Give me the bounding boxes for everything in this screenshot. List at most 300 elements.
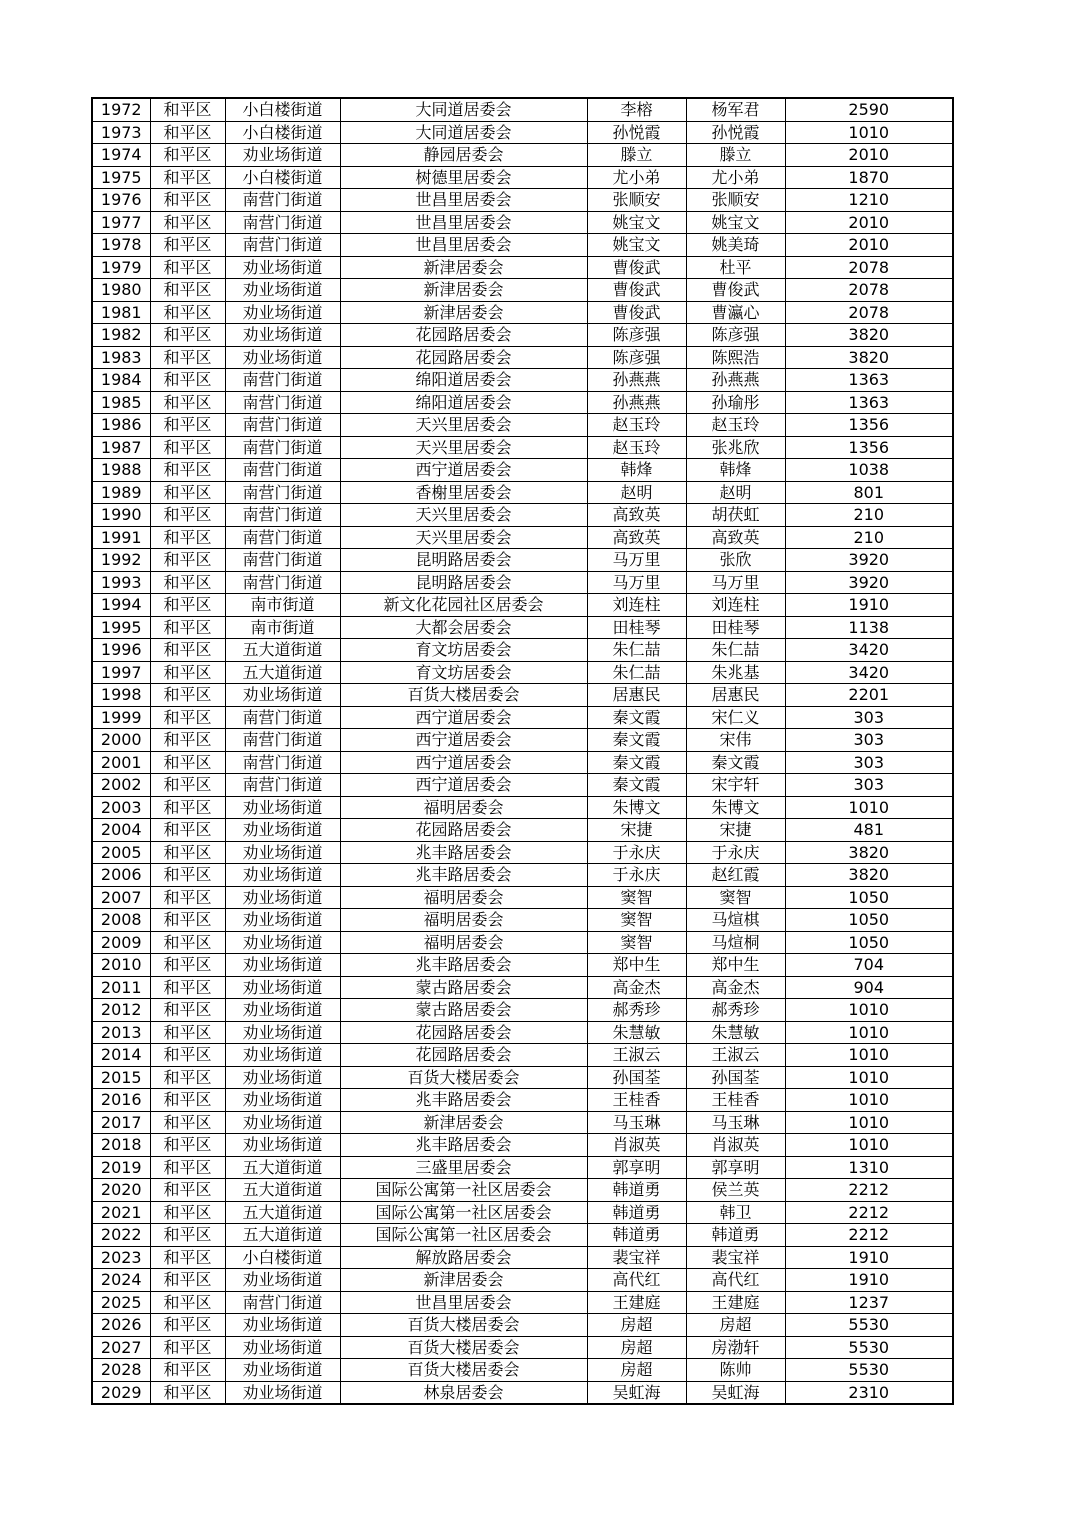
- subdistrict-cell: 劝业场街道: [225, 864, 340, 887]
- committee-cell: 香榭里居委会: [340, 481, 587, 504]
- committee-cell: 兆丰路居委会: [340, 841, 587, 864]
- amount-cell: 1010: [785, 1134, 953, 1157]
- serial-number-cell: 1977: [92, 211, 150, 234]
- amount-cell: 5530: [785, 1314, 953, 1337]
- district-cell: 和平区: [150, 684, 225, 707]
- table-row: [92, 999, 953, 1022]
- serial-number-cell: 1985: [92, 391, 150, 414]
- applicant-cell: 于永庆: [587, 864, 686, 887]
- amount-cell: 1010: [785, 1021, 953, 1044]
- member-cell: 王建庭: [686, 1291, 785, 1314]
- amount-cell: 2078: [785, 301, 953, 324]
- member-cell: 朱博文: [686, 796, 785, 819]
- serial-number-cell: 2017: [92, 1111, 150, 1134]
- amount-cell: 2310: [785, 1381, 953, 1404]
- applicant-cell: 郝秀珍: [587, 999, 686, 1022]
- amount-cell: 303: [785, 729, 953, 752]
- district-cell: 和平区: [150, 504, 225, 527]
- amount-cell: 1910: [785, 594, 953, 617]
- district-cell: 和平区: [150, 571, 225, 594]
- subdistrict-cell: 南营门街道: [225, 729, 340, 752]
- table-row: [92, 594, 953, 617]
- committee-cell: 新津居委会: [340, 1111, 587, 1134]
- subdistrict-cell: 五大道街道: [225, 639, 340, 662]
- subdistrict-cell: 劝业场街道: [225, 1089, 340, 1112]
- applicant-cell: 秦文霞: [587, 751, 686, 774]
- applicant-cell: 秦文霞: [587, 729, 686, 752]
- subdistrict-cell: 劝业场街道: [225, 1111, 340, 1134]
- district-cell: 和平区: [150, 796, 225, 819]
- applicant-cell: 张顺安: [587, 189, 686, 212]
- amount-cell: 2010: [785, 234, 953, 257]
- member-cell: 孙国荃: [686, 1066, 785, 1089]
- applicant-cell: 姚宝文: [587, 211, 686, 234]
- serial-number-cell: 2012: [92, 999, 150, 1022]
- district-cell: 和平区: [150, 886, 225, 909]
- subdistrict-cell: 劝业场街道: [225, 1021, 340, 1044]
- district-cell: 和平区: [150, 144, 225, 167]
- committee-cell: 百货大楼居委会: [340, 1336, 587, 1359]
- applicant-cell: 房超: [587, 1359, 686, 1382]
- member-cell: 田桂琴: [686, 616, 785, 639]
- district-cell: 和平区: [150, 976, 225, 999]
- committee-cell: 昆明路居委会: [340, 549, 587, 572]
- committee-cell: 世昌里居委会: [340, 234, 587, 257]
- serial-number-cell: 1976: [92, 189, 150, 212]
- table-row: [92, 796, 953, 819]
- table-row: [92, 436, 953, 459]
- committee-cell: 西宁道居委会: [340, 706, 587, 729]
- subdistrict-cell: 南营门街道: [225, 571, 340, 594]
- serial-number-cell: 2011: [92, 976, 150, 999]
- district-cell: 和平区: [150, 526, 225, 549]
- subdistrict-cell: 劝业场街道: [225, 819, 340, 842]
- table-row: [92, 211, 953, 234]
- amount-cell: 904: [785, 976, 953, 999]
- serial-number-cell: 1984: [92, 369, 150, 392]
- table-row: [92, 346, 953, 369]
- committee-cell: 林泉居委会: [340, 1381, 587, 1404]
- district-cell: 和平区: [150, 1021, 225, 1044]
- table-row: [92, 684, 953, 707]
- member-cell: 马煊棋: [686, 909, 785, 932]
- district-cell: 和平区: [150, 414, 225, 437]
- subdistrict-cell: 南营门街道: [225, 211, 340, 234]
- subdistrict-cell: 劝业场街道: [225, 346, 340, 369]
- applicant-cell: 韩道勇: [587, 1179, 686, 1202]
- committee-cell: 花园路居委会: [340, 346, 587, 369]
- table-row: [92, 549, 953, 572]
- amount-cell: 2201: [785, 684, 953, 707]
- applicant-cell: 窦智: [587, 931, 686, 954]
- amount-cell: 1363: [785, 369, 953, 392]
- subdistrict-cell: 南营门街道: [225, 414, 340, 437]
- serial-number-cell: 2018: [92, 1134, 150, 1157]
- district-cell: 和平区: [150, 1179, 225, 1202]
- member-cell: 裴宝祥: [686, 1246, 785, 1269]
- committee-cell: 新津居委会: [340, 1269, 587, 1292]
- committee-cell: 蒙古路居委会: [340, 976, 587, 999]
- amount-cell: 481: [785, 819, 953, 842]
- committee-cell: 百货大楼居委会: [340, 1314, 587, 1337]
- amount-cell: 1363: [785, 391, 953, 414]
- member-cell: 张兆欣: [686, 436, 785, 459]
- applicant-cell: 于永庆: [587, 841, 686, 864]
- member-cell: 肖淑英: [686, 1134, 785, 1157]
- applicant-cell: 秦文霞: [587, 706, 686, 729]
- member-cell: 朱兆基: [686, 661, 785, 684]
- table-body: [92, 98, 953, 1404]
- table-row: [92, 1246, 953, 1269]
- table-row: [92, 166, 953, 189]
- committee-cell: 静园居委会: [340, 144, 587, 167]
- subdistrict-cell: 南营门街道: [225, 189, 340, 212]
- member-cell: 高致英: [686, 526, 785, 549]
- district-cell: 和平区: [150, 819, 225, 842]
- applicant-cell: 尤小弟: [587, 166, 686, 189]
- member-cell: 高代红: [686, 1269, 785, 1292]
- district-cell: 和平区: [150, 279, 225, 302]
- amount-cell: 3820: [785, 841, 953, 864]
- member-cell: 刘连柱: [686, 594, 785, 617]
- committee-cell: 新津居委会: [340, 301, 587, 324]
- serial-number-cell: 1988: [92, 459, 150, 482]
- applicant-cell: 王淑云: [587, 1044, 686, 1067]
- district-cell: 和平区: [150, 751, 225, 774]
- subdistrict-cell: 南营门街道: [225, 526, 340, 549]
- member-cell: 杜平: [686, 256, 785, 279]
- district-cell: 和平区: [150, 369, 225, 392]
- applicant-cell: 韩道勇: [587, 1224, 686, 1247]
- district-cell: 和平区: [150, 729, 225, 752]
- committee-cell: 花园路居委会: [340, 1021, 587, 1044]
- district-cell: 和平区: [150, 211, 225, 234]
- applicant-cell: 郭享明: [587, 1156, 686, 1179]
- subdistrict-cell: 南营门街道: [225, 369, 340, 392]
- amount-cell: 1010: [785, 1111, 953, 1134]
- committee-cell: 昆明路居委会: [340, 571, 587, 594]
- member-cell: 吴虹海: [686, 1381, 785, 1404]
- district-cell: 和平区: [150, 616, 225, 639]
- amount-cell: 1010: [785, 796, 953, 819]
- district-cell: 和平区: [150, 189, 225, 212]
- subdistrict-cell: 小白楼街道: [225, 121, 340, 144]
- committee-cell: 解放路居委会: [340, 1246, 587, 1269]
- applicant-cell: 赵明: [587, 481, 686, 504]
- district-cell: 和平区: [150, 1269, 225, 1292]
- table-row: [92, 706, 953, 729]
- serial-number-cell: 1980: [92, 279, 150, 302]
- member-cell: 曹瀛心: [686, 301, 785, 324]
- district-cell: 和平区: [150, 481, 225, 504]
- serial-number-cell: 1982: [92, 324, 150, 347]
- amount-cell: 1050: [785, 909, 953, 932]
- amount-cell: 1050: [785, 931, 953, 954]
- district-cell: 和平区: [150, 1381, 225, 1404]
- committee-cell: 蒙古路居委会: [340, 999, 587, 1022]
- subdistrict-cell: 南营门街道: [225, 1291, 340, 1314]
- table-row: [92, 751, 953, 774]
- member-cell: 房渤轩: [686, 1336, 785, 1359]
- applicant-cell: 房超: [587, 1336, 686, 1359]
- amount-cell: 210: [785, 504, 953, 527]
- amount-cell: 303: [785, 751, 953, 774]
- amount-cell: 210: [785, 526, 953, 549]
- applicant-cell: 朱仁喆: [587, 661, 686, 684]
- subdistrict-cell: 南营门街道: [225, 549, 340, 572]
- table-row: [92, 819, 953, 842]
- member-cell: 滕立: [686, 144, 785, 167]
- amount-cell: 2010: [785, 211, 953, 234]
- amount-cell: 1310: [785, 1156, 953, 1179]
- serial-number-cell: 2013: [92, 1021, 150, 1044]
- amount-cell: 1010: [785, 999, 953, 1022]
- table-row: [92, 481, 953, 504]
- table-row: [92, 459, 953, 482]
- district-cell: 和平区: [150, 234, 225, 257]
- district-cell: 和平区: [150, 1336, 225, 1359]
- subdistrict-cell: 劝业场街道: [225, 1359, 340, 1382]
- district-cell: 和平区: [150, 256, 225, 279]
- subdistrict-cell: 劝业场街道: [225, 999, 340, 1022]
- subdistrict-cell: 劝业场街道: [225, 684, 340, 707]
- serial-number-cell: 2026: [92, 1314, 150, 1337]
- subdistrict-cell: 南市街道: [225, 616, 340, 639]
- amount-cell: 3820: [785, 864, 953, 887]
- district-cell: 和平区: [150, 706, 225, 729]
- serial-number-cell: 1975: [92, 166, 150, 189]
- amount-cell: 1237: [785, 1291, 953, 1314]
- district-cell: 和平区: [150, 436, 225, 459]
- subdistrict-cell: 劝业场街道: [225, 954, 340, 977]
- committee-cell: 西宁道居委会: [340, 774, 587, 797]
- table-row: [92, 886, 953, 909]
- amount-cell: 1038: [785, 459, 953, 482]
- subdistrict-cell: 小白楼街道: [225, 98, 340, 121]
- applicant-cell: 刘连柱: [587, 594, 686, 617]
- subdistrict-cell: 劝业场街道: [225, 931, 340, 954]
- committee-cell: 世昌里居委会: [340, 1291, 587, 1314]
- member-cell: 郑中生: [686, 954, 785, 977]
- amount-cell: 1910: [785, 1269, 953, 1292]
- member-cell: 陈熙浩: [686, 346, 785, 369]
- table-row: [92, 864, 953, 887]
- serial-number-cell: 2009: [92, 931, 150, 954]
- subdistrict-cell: 劝业场街道: [225, 909, 340, 932]
- district-cell: 和平区: [150, 1201, 225, 1224]
- district-cell: 和平区: [150, 1156, 225, 1179]
- district-cell: 和平区: [150, 98, 225, 121]
- applicant-cell: 高代红: [587, 1269, 686, 1292]
- serial-number-cell: 2023: [92, 1246, 150, 1269]
- committee-cell: 大同道居委会: [340, 121, 587, 144]
- committee-cell: 兆丰路居委会: [340, 1089, 587, 1112]
- table-row: [92, 661, 953, 684]
- table-row: [92, 121, 953, 144]
- table-row: [92, 324, 953, 347]
- district-cell: 和平区: [150, 954, 225, 977]
- applicant-cell: 马万里: [587, 549, 686, 572]
- serial-number-cell: 2016: [92, 1089, 150, 1112]
- table-row: [92, 144, 953, 167]
- applicant-cell: 房超: [587, 1314, 686, 1337]
- amount-cell: 5530: [785, 1336, 953, 1359]
- amount-cell: 704: [785, 954, 953, 977]
- amount-cell: 1050: [785, 886, 953, 909]
- member-cell: 陈帅: [686, 1359, 785, 1382]
- serial-number-cell: 2015: [92, 1066, 150, 1089]
- amount-cell: 303: [785, 706, 953, 729]
- district-cell: 和平区: [150, 459, 225, 482]
- amount-cell: 3420: [785, 661, 953, 684]
- committee-cell: 国际公寓第一社区居委会: [340, 1201, 587, 1224]
- serial-number-cell: 2000: [92, 729, 150, 752]
- applicant-cell: 窦智: [587, 909, 686, 932]
- applicant-cell: 窦智: [587, 886, 686, 909]
- applicant-cell: 姚宝文: [587, 234, 686, 257]
- serial-number-cell: 1997: [92, 661, 150, 684]
- member-cell: 宋宇轩: [686, 774, 785, 797]
- serial-number-cell: 2022: [92, 1224, 150, 1247]
- serial-number-cell: 2007: [92, 886, 150, 909]
- committee-cell: 国际公寓第一社区居委会: [340, 1224, 587, 1247]
- applicant-cell: 陈彦强: [587, 346, 686, 369]
- data-table: [91, 97, 954, 1405]
- committee-cell: 福明居委会: [340, 931, 587, 954]
- amount-cell: 303: [785, 774, 953, 797]
- district-cell: 和平区: [150, 841, 225, 864]
- committee-cell: 大同道居委会: [340, 98, 587, 121]
- district-cell: 和平区: [150, 1246, 225, 1269]
- district-cell: 和平区: [150, 324, 225, 347]
- committee-cell: 福明居委会: [340, 886, 587, 909]
- member-cell: 陈彦强: [686, 324, 785, 347]
- subdistrict-cell: 劝业场街道: [225, 144, 340, 167]
- table-row: [92, 1336, 953, 1359]
- table-row: [92, 841, 953, 864]
- committee-cell: 兆丰路居委会: [340, 954, 587, 977]
- subdistrict-cell: 南营门街道: [225, 504, 340, 527]
- amount-cell: 2078: [785, 279, 953, 302]
- serial-number-cell: 1990: [92, 504, 150, 527]
- subdistrict-cell: 五大道街道: [225, 1179, 340, 1202]
- applicant-cell: 曹俊武: [587, 256, 686, 279]
- serial-number-cell: 2006: [92, 864, 150, 887]
- district-cell: 和平区: [150, 1044, 225, 1067]
- amount-cell: 1138: [785, 616, 953, 639]
- table-row: [92, 954, 953, 977]
- table-row: [92, 1359, 953, 1382]
- committee-cell: 花园路居委会: [340, 324, 587, 347]
- applicant-cell: 孙燕燕: [587, 391, 686, 414]
- committee-cell: 新文化花园社区居委会: [340, 594, 587, 617]
- subdistrict-cell: 劝业场街道: [225, 279, 340, 302]
- member-cell: 王桂香: [686, 1089, 785, 1112]
- committee-cell: 世昌里居委会: [340, 189, 587, 212]
- table-row: [92, 1201, 953, 1224]
- committee-cell: 福明居委会: [340, 796, 587, 819]
- serial-number-cell: 2003: [92, 796, 150, 819]
- serial-number-cell: 2019: [92, 1156, 150, 1179]
- member-cell: 孙悦霞: [686, 121, 785, 144]
- serial-number-cell: 1992: [92, 549, 150, 572]
- member-cell: 张顺安: [686, 189, 785, 212]
- serial-number-cell: 1979: [92, 256, 150, 279]
- table-row: [92, 98, 953, 121]
- member-cell: 赵红霞: [686, 864, 785, 887]
- applicant-cell: 孙国荃: [587, 1066, 686, 1089]
- committee-cell: 天兴里居委会: [340, 414, 587, 437]
- table-row: [92, 931, 953, 954]
- committee-cell: 西宁道居委会: [340, 751, 587, 774]
- table-row: [92, 1021, 953, 1044]
- applicant-cell: 裴宝祥: [587, 1246, 686, 1269]
- applicant-cell: 朱慧敏: [587, 1021, 686, 1044]
- serial-number-cell: 2005: [92, 841, 150, 864]
- applicant-cell: 孙燕燕: [587, 369, 686, 392]
- subdistrict-cell: 劝业场街道: [225, 841, 340, 864]
- serial-number-cell: 2027: [92, 1336, 150, 1359]
- subdistrict-cell: 五大道街道: [225, 1201, 340, 1224]
- applicant-cell: 马玉琳: [587, 1111, 686, 1134]
- subdistrict-cell: 南营门街道: [225, 459, 340, 482]
- amount-cell: 1356: [785, 414, 953, 437]
- committee-cell: 国际公寓第一社区居委会: [340, 1179, 587, 1202]
- serial-number-cell: 1983: [92, 346, 150, 369]
- amount-cell: 3920: [785, 571, 953, 594]
- committee-cell: 大都会居委会: [340, 616, 587, 639]
- applicant-cell: 孙悦霞: [587, 121, 686, 144]
- amount-cell: 1356: [785, 436, 953, 459]
- subdistrict-cell: 劝业场街道: [225, 324, 340, 347]
- amount-cell: 3920: [785, 549, 953, 572]
- member-cell: 郝秀珍: [686, 999, 785, 1022]
- member-cell: 赵玉玲: [686, 414, 785, 437]
- committee-cell: 福明居委会: [340, 909, 587, 932]
- serial-number-cell: 1995: [92, 616, 150, 639]
- table-row: [92, 189, 953, 212]
- member-cell: 胡茯虹: [686, 504, 785, 527]
- serial-number-cell: 1996: [92, 639, 150, 662]
- applicant-cell: 韩烽: [587, 459, 686, 482]
- serial-number-cell: 2004: [92, 819, 150, 842]
- district-cell: 和平区: [150, 661, 225, 684]
- table-row: [92, 1156, 953, 1179]
- applicant-cell: 滕立: [587, 144, 686, 167]
- subdistrict-cell: 南营门街道: [225, 751, 340, 774]
- member-cell: 赵明: [686, 481, 785, 504]
- table-row: [92, 234, 953, 257]
- serial-number-cell: 2010: [92, 954, 150, 977]
- member-cell: 宋捷: [686, 819, 785, 842]
- serial-number-cell: 2001: [92, 751, 150, 774]
- member-cell: 王淑云: [686, 1044, 785, 1067]
- committee-cell: 西宁道居委会: [340, 729, 587, 752]
- table-row: [92, 526, 953, 549]
- applicant-cell: 宋捷: [587, 819, 686, 842]
- table-row: [92, 1381, 953, 1404]
- member-cell: 杨军君: [686, 98, 785, 121]
- subdistrict-cell: 五大道街道: [225, 1156, 340, 1179]
- member-cell: 姚宝文: [686, 211, 785, 234]
- serial-number-cell: 2024: [92, 1269, 150, 1292]
- table-row: [92, 391, 953, 414]
- subdistrict-cell: 劝业场街道: [225, 1269, 340, 1292]
- applicant-cell: 朱仁喆: [587, 639, 686, 662]
- district-cell: 和平区: [150, 1291, 225, 1314]
- applicant-cell: 秦文霞: [587, 774, 686, 797]
- amount-cell: 3820: [785, 346, 953, 369]
